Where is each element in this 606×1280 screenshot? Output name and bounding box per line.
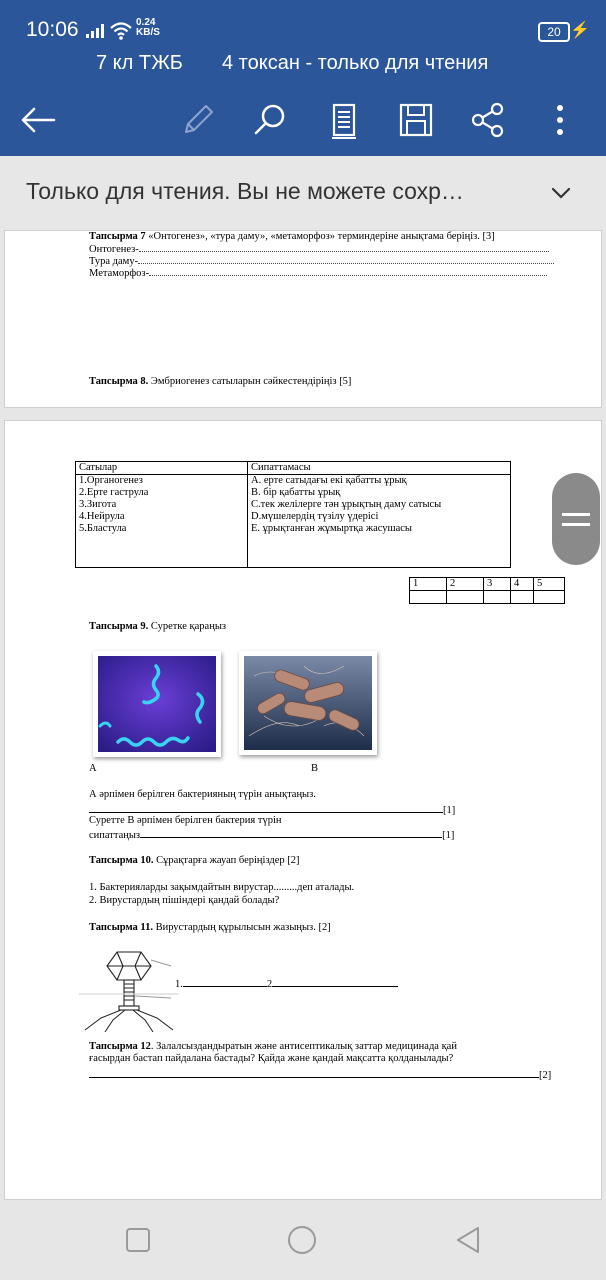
document-status: 4 токсан - только для чтения (222, 52, 489, 74)
image-label-a: А (89, 763, 97, 774)
back-icon[interactable] (452, 1224, 484, 1256)
readonly-text: Только для чтения. Вы не можете сохр… (26, 178, 464, 204)
answer-grid: 1 2 3 4 5 (409, 577, 565, 604)
charging-icon: ⚡ (570, 22, 590, 39)
descriptions-cell: А. ерте сатыдағы екі қабатты ұрық В. бір қабатты ұрық С.тек желілерге тән ұрықтың даму сатысы D.мүшелердің түзілу үдерісі Е. ұрықтанған жұмыртқа жасушасы (248, 475, 511, 568)
task9-answer-line-1: [1] (89, 802, 461, 817)
status-bar (0, 0, 606, 42)
bacilli-illustration (244, 656, 372, 750)
network-speed: 0.24 KB/S (136, 17, 160, 38)
task7-heading: Тапсырма 7 «Онтогенез», «тура даму», «метаморфоз» терминдеріне анықтама беріңіз. [3] (89, 231, 495, 242)
document-name: 7 кл ТЖБ (96, 52, 183, 74)
definition-line-2: Тура даму- (89, 255, 554, 268)
document-page-2 (4, 420, 602, 1200)
share-icon[interactable] (466, 98, 510, 142)
task11-answer-lines: 1. 2 (175, 976, 398, 991)
clock: 10:06 (26, 18, 79, 41)
search-icon[interactable] (248, 98, 292, 142)
table-header-stages: Сатылар (76, 462, 248, 475)
back-arrow-icon[interactable] (16, 98, 60, 142)
table-header-descriptions: Сипаттамасы (248, 462, 511, 475)
task10-heading: Тапсырма 10. Сұрақтарға жауап беріңіздер [2] (89, 855, 300, 866)
save-icon[interactable] (394, 98, 438, 142)
task10-question-2: 2. Вирустардың пішіндері қандай болады? (89, 895, 280, 906)
pen-icon[interactable] (176, 98, 220, 142)
scroll-handle[interactable] (552, 473, 600, 565)
task8-heading: Тапсырма 8. Эмбриогенез сатыларын сәйкестендіріңіз [5] (89, 376, 352, 387)
spirilla-illustration (98, 656, 216, 752)
task12-text: Тапсырма 12. Залалсыздандыратын және антисептикалық заттар медицинада қай ғасырдан бастап пайдалана бастады? Қайда және қандай мақсатта қолданылады? (89, 1041, 457, 1064)
task9-question-2: Суретте В әрпімен берілген бактерия түрін (89, 815, 282, 826)
more-vertical-icon[interactable] (538, 98, 582, 142)
task9-question-1: А әрпімен берілген бактерияның түрін анықтаңыз. (89, 789, 316, 800)
recent-apps-icon[interactable] (124, 1226, 152, 1254)
reading-view-icon[interactable] (322, 98, 366, 142)
task12-answer-line: [2] (89, 1067, 561, 1082)
navigation-bar (0, 1200, 606, 1280)
readonly-banner[interactable] (0, 156, 606, 230)
definition-line-3: Метаморфоз- (89, 267, 547, 280)
wifi-icon (110, 22, 132, 40)
matching-table (75, 461, 511, 568)
battery-icon: 20 (538, 22, 570, 42)
home-icon[interactable] (286, 1224, 318, 1256)
bacteria-image-b (239, 651, 377, 755)
toolbar (0, 84, 606, 156)
bacteriophage-diagram (79, 946, 179, 1032)
chevron-down-icon[interactable] (548, 180, 574, 206)
task10-question-1: 1. Бактерияларды зақымдайтын вирустар.........деп аталады. (89, 882, 355, 893)
signal-icon (86, 24, 106, 38)
definition-line-1: Онтогенез- (89, 243, 549, 256)
document-page-1 (4, 230, 602, 408)
task11-heading: Тапсырма 11. Вирустардың құрылысын жазыңыз. [2] (89, 922, 331, 933)
bacteria-image-a (93, 651, 221, 757)
task9-heading: Тапсырма 9. Суретке қараңыз (89, 621, 227, 632)
title-bar (0, 42, 606, 84)
stages-cell: 1.Органогенез 2.Ерте гаструла 3.Зигота 4.Нейрула 5.Бластула (76, 475, 248, 568)
task9-answer-line-2: сипаттаңыз [1] (89, 827, 489, 842)
image-label-b: В (311, 763, 319, 774)
